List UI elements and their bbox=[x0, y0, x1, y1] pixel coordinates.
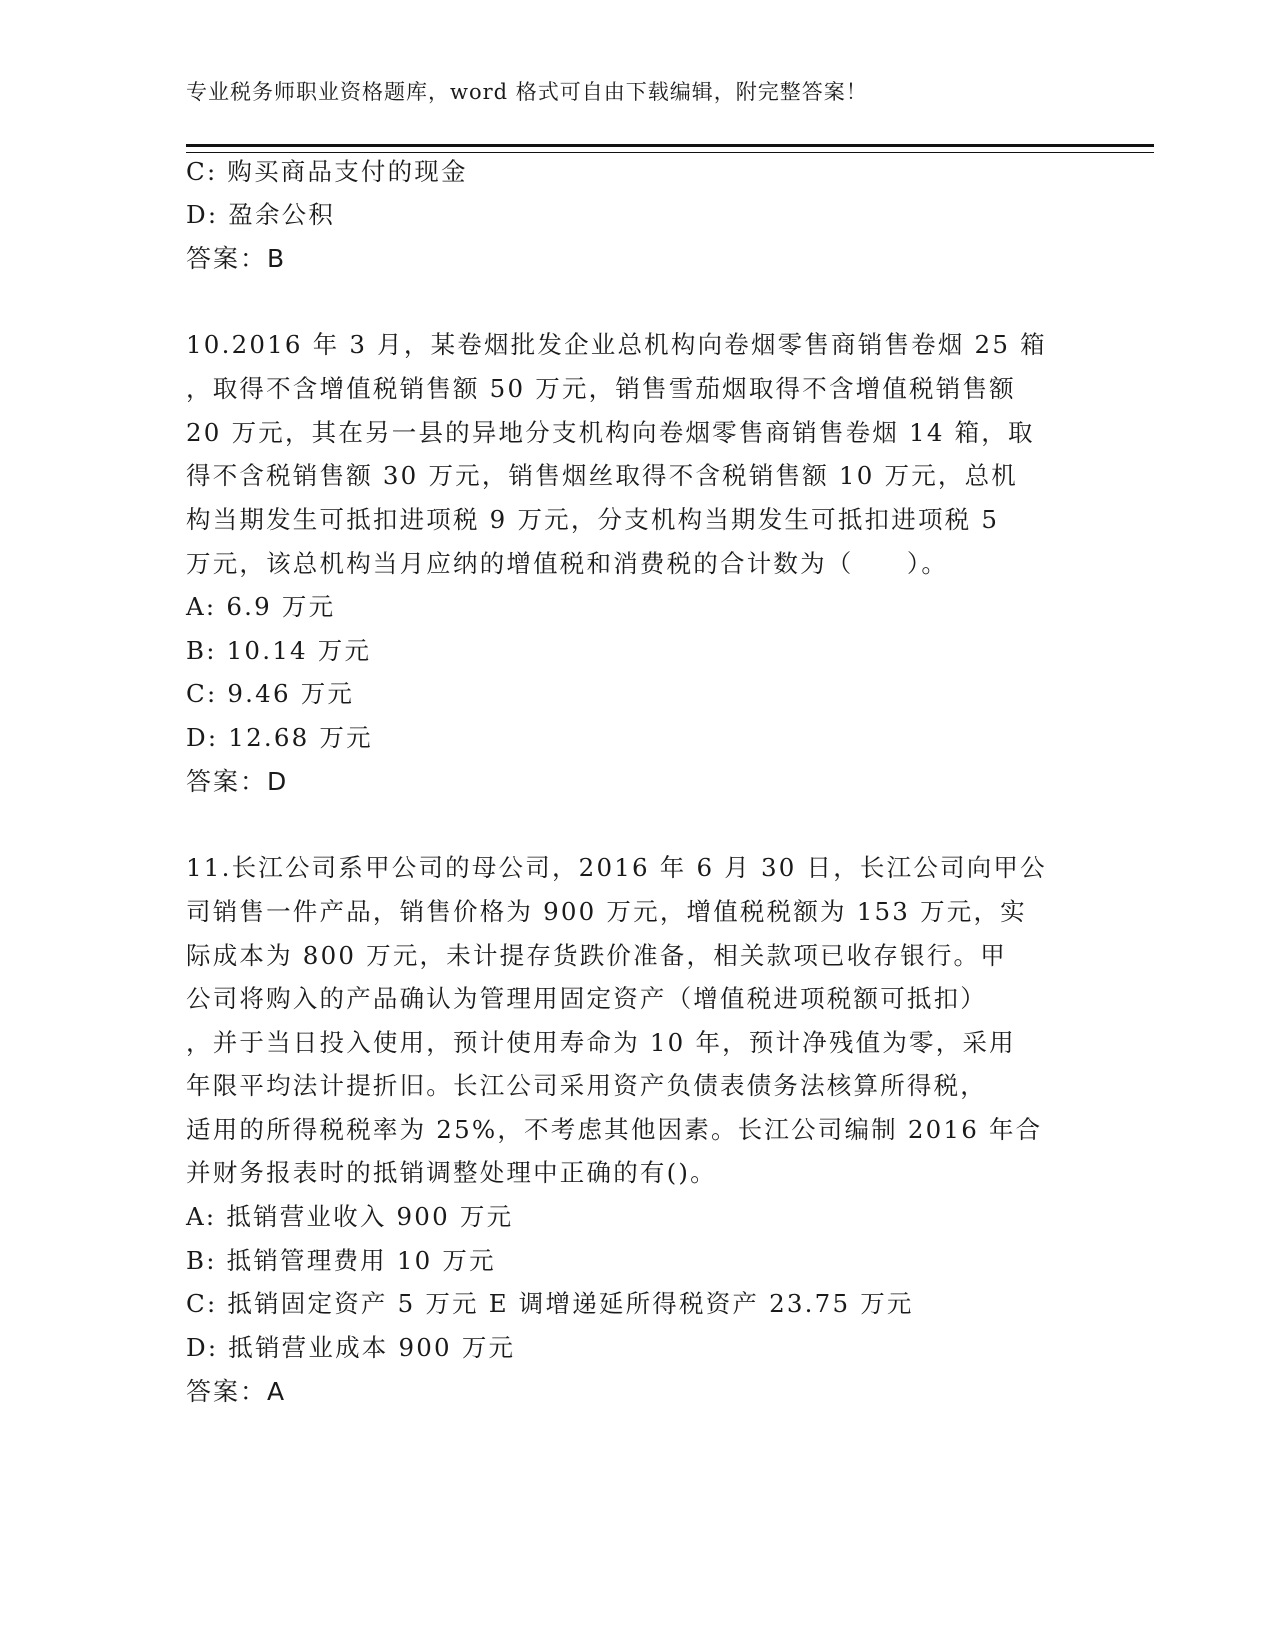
question-11-line-1: 11.长江公司系甲公司的母公司，2016 年 6 月 30 日，长江公司向甲公 bbox=[186, 853, 1047, 882]
header-rule-thick bbox=[186, 144, 1154, 147]
question-11-option-d: D: 抵销营业成本 900 万元 bbox=[186, 1333, 516, 1362]
question-10-option-a: A: 6.9 万元 bbox=[186, 592, 336, 621]
question-10-line-2: ，取得不含增值税销售额 50 万元，销售雪茄烟取得不含增值税销售额 bbox=[186, 374, 1016, 403]
header-rule-thin bbox=[186, 152, 1154, 153]
question-11-line-5: ，并于当日投入使用，预计使用寿命为 10 年，预计净残值为零，采用 bbox=[186, 1028, 1016, 1057]
question-11-option-a: A: 抵销营业收入 900 万元 bbox=[186, 1202, 514, 1231]
question-10-option-c: C: 9.46 万元 bbox=[186, 679, 355, 708]
option-c: C: 购买商品支付的现金 bbox=[186, 157, 468, 186]
question-10-line-3: 20 万元，其在另一县的异地分支机构向卷烟零售商销售卷烟 14 箱，取 bbox=[186, 418, 1035, 447]
question-11-option-b: B: 抵销管理费用 10 万元 bbox=[186, 1246, 496, 1275]
question-10-option-b: B: 10.14 万元 bbox=[186, 636, 372, 665]
answer-label: 答案：B bbox=[186, 244, 287, 273]
question-11-option-c: C: 抵销固定资产 5 万元 E 调增递延所得税资产 23.75 万元 bbox=[186, 1289, 914, 1318]
question-11-line-3: 际成本为 800 万元，未计提存货跌价准备，相关款项已收存银行。甲 bbox=[186, 941, 1007, 970]
question-10-line-6: 万元，该总机构当月应纳的增值税和消费税的合计数为（ ）。 bbox=[186, 549, 949, 578]
question-11-line-8: 并财务报表时的抵销调整处理中正确的有()。 bbox=[186, 1158, 717, 1187]
question-11-line-4: 公司将购入的产品确认为管理用固定资产（增值税进项税额可抵扣） bbox=[186, 984, 987, 1013]
question-11-line-6: 年限平均法计提折旧。长江公司采用资产负债表债务法核算所得税， bbox=[186, 1071, 987, 1100]
question-10-option-d: D: 12.68 万元 bbox=[186, 723, 373, 752]
header-note: 专业税务师职业资格题库，word 格式可自由下载编辑，附完整答案！ bbox=[186, 80, 868, 104]
question-11-answer: 答案：A bbox=[186, 1377, 287, 1406]
question-10-answer: 答案：D bbox=[186, 767, 289, 796]
question-10-line-1: 10.2016 年 3 月，某卷烟批发企业总机构向卷烟零售商销售卷烟 25 箱 bbox=[186, 330, 1047, 359]
question-10-line-5: 构当期发生可抵扣进项税 9 万元，分支机构当期发生可抵扣进项税 5 bbox=[186, 505, 1000, 534]
question-11-line-7: 适用的所得税税率为 25%，不考虑其他因素。长江公司编制 2016 年合 bbox=[186, 1115, 1043, 1144]
question-11-line-2: 司销售一件产品，销售价格为 900 万元，增值税税额为 153 万元，实 bbox=[186, 897, 1027, 926]
question-10-line-4: 得不含税销售额 30 万元，销售烟丝取得不含税销售额 10 万元，总机 bbox=[186, 461, 1018, 490]
option-d: D: 盈余公积 bbox=[186, 200, 336, 229]
